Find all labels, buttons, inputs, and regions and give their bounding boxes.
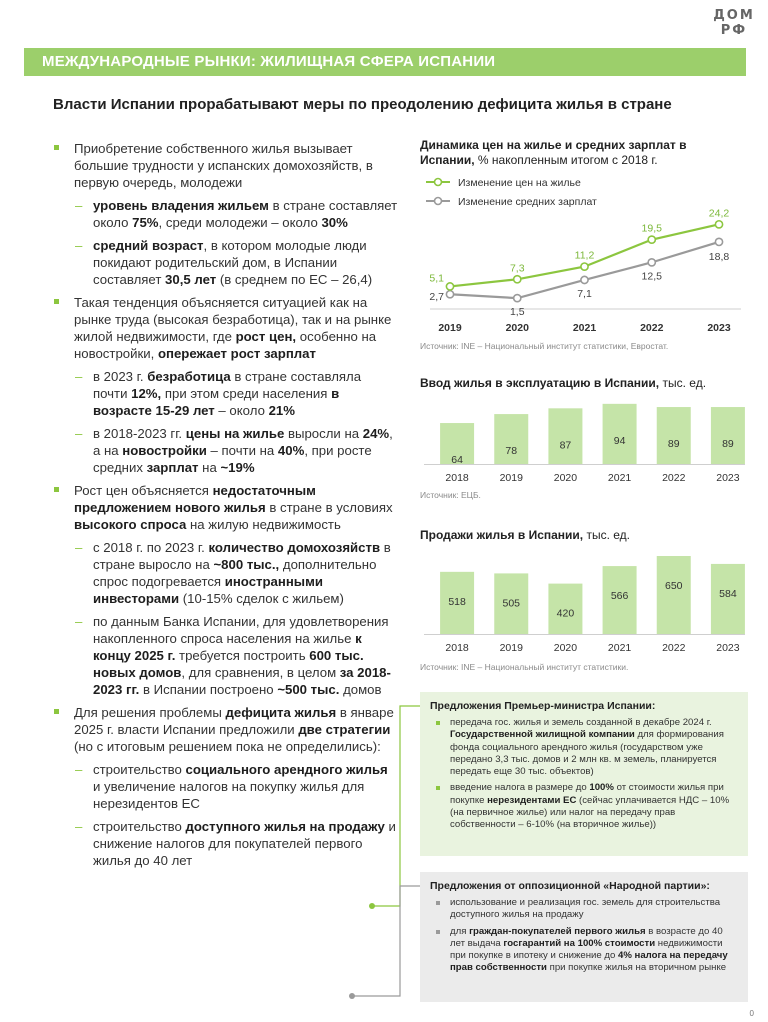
opposition-proposal-1: использование и реализация гос. земель для строительства доступного жилья на продажу (430, 897, 738, 922)
x-tick-label: 2023 (716, 472, 740, 484)
completions-chart-title: Ввод жилья в эксплуатацию в Испании, тыс. ед. (420, 376, 707, 390)
sales-chart-source: Источник: INE – Национальный институт статистики. (420, 662, 629, 672)
bar-value-label: 566 (610, 590, 629, 603)
bullet-2-sub-2: – в 2018-2023 гг. цены на жилье выросли на 24%, а на новостройки – почти на 40%, при росте средних зарплат на ~19% (53, 425, 398, 476)
wage-data-label: 1,5 (509, 306, 525, 319)
opposition-proposals-box (420, 872, 748, 1002)
bullet-1-sub-2: – средний возраст, в котором молодые люди покидают родительский дом, в Испании составляет 30,5 лет (в среднем по ЕС – 26,4) (53, 237, 398, 288)
bar (711, 407, 745, 464)
header-banner (24, 48, 746, 76)
bullet-4: Для решения проблемы дефицита жилья в январе 2025 г. власти Испании предложили две стратегии (но с итоговым решением пока не определились): (53, 704, 398, 755)
x-tick-label: 2022 (640, 322, 664, 334)
sales-chart-title: Продажи жилья в Испании, тыс. ед. (420, 528, 630, 542)
pm-proposals-box (420, 692, 748, 856)
bullet-4-sub-2: – строительство доступного жилья на продажу и снижение налогов для покупателей первого жилья до 40 лет (53, 818, 398, 869)
bar-value-label: 94 (613, 434, 626, 447)
data-point (648, 236, 655, 243)
left-column (53, 140, 398, 875)
x-tick-label: 2023 (716, 642, 740, 654)
bullet-2: Такая тенденция объясняется ситуацией как на рынке труда (высокая безработица), так и на рынке жилой недвижимости, где рост цен, особенно на новостройки, опережает рост зарплат (53, 294, 398, 362)
x-tick-label: 2020 (553, 642, 578, 654)
bar (657, 556, 691, 634)
completions-bar-chart (416, 396, 751, 488)
bullet-3-sub-2: – по данным Банка Испании, для удовлетворения накопленного спроса населения на жилье к концу 2025 г. требуется построить 600 тыс. новых домов, для сравнения, в целом за 2018-2023 гг. в Испании построено ~500 тыс. домов (53, 613, 398, 698)
price-data-label: 5,1 (429, 272, 444, 285)
x-tick-label: 2018 (445, 642, 469, 654)
bullet-2-sub-1: – в 2023 г. безработица в стране составляла почти 12%, при этом среди населения в возрасте 15-29 лет – около 21% (53, 368, 398, 419)
bar-value-label: 650 (664, 580, 683, 592)
pm-proposals-title: Предложения Премьер-министра Испании: (430, 700, 656, 712)
pm-proposal-1: передача гос. жилья и земель созданной в декабре 2024 г. Государственной жилищной компании для формирования фонда социального арендного жилья (государством уже передано 3,3 тыс. домов и 2 млн кв. м земель, планируется передать еще 30 тыс. объектов) (430, 717, 738, 778)
data-point (514, 295, 521, 302)
price-data-label: 7,3 (509, 262, 525, 275)
wage-data-label: 18,8 (708, 250, 730, 263)
legend-label-1: Изменение средних зарплат (458, 196, 597, 208)
price-data-label: 19,5 (641, 222, 662, 235)
banner-title: МЕЖДУНАРОДНЫЕ РЫНКИ: ЖИЛИЩНАЯ СФЕРА ИСПАНИИ (42, 53, 496, 70)
legend-label-0: Изменение цен на жилье (458, 177, 581, 189)
page-number: 0 (749, 1009, 754, 1018)
domrf-logo (710, 8, 758, 42)
line-chart (416, 168, 751, 338)
data-point (581, 263, 588, 270)
x-tick-label: 2021 (607, 472, 632, 484)
x-tick-label: 2021 (572, 322, 597, 334)
wage-data-label: 7,1 (577, 287, 592, 300)
data-point (514, 276, 521, 283)
bar-value-label: 78 (505, 445, 518, 458)
legend-marker-0 (435, 179, 442, 186)
x-tick-label: 2018 (445, 472, 469, 484)
bullet-1: Приобретение собственного жилья вызывает большие трудности у испанских домохозяйств, в первую очередь, молодежи (53, 140, 398, 191)
bar (657, 407, 691, 464)
data-point (446, 283, 453, 290)
bar-value-label: 89 (722, 438, 734, 451)
bar-value-label: 505 (502, 597, 521, 610)
connector-gray-dot (349, 993, 355, 999)
x-tick-label: 2019 (499, 472, 523, 484)
logo-line-2: РФ (720, 23, 748, 38)
bullet-4-sub-1: – строительство социального арендного жилья и увеличение налогов на покупку жилья для нерезидентов ЕС (53, 761, 398, 812)
bar-value-label: 64 (451, 454, 463, 467)
x-tick-label: 2021 (607, 642, 632, 654)
page-subtitle: Власти Испании прорабатывают меры по преодолению дефицита жилья в стране (53, 96, 672, 113)
line-chart-title: Динамика цен на жилье и средних зарплат в Испании, % накопленным итогом с 2018 г. (420, 138, 687, 167)
x-tick-label: 2019 (499, 642, 523, 654)
data-point (581, 276, 588, 283)
data-point (648, 259, 655, 266)
data-point (715, 238, 722, 245)
x-tick-label: 2020 (505, 322, 529, 334)
opposition-proposals-title: Предложения от оппозиционной «Народной партии»: (430, 880, 710, 892)
bullet-3-sub-1: – с 2018 г. по 2023 г. количество домохозяйств в стране выросло на ~800 тыс., дополнительно спрос подогревается иностранными инвесторами (10-15% сделок с жильем) (53, 539, 398, 607)
legend-marker-1 (435, 198, 442, 205)
logo-line-1: ДОМ (713, 8, 755, 23)
bar (548, 408, 582, 464)
price-data-label: 11,2 (574, 249, 595, 262)
wage-data-label: 2,7 (429, 291, 444, 304)
opposition-proposal-2: для граждан-покупателей первого жилья в возрасте до 40 лет выдача госгарантий на 100% стоимости недвижимости при покупке в ипотеку и снижение до 4% налога на передачу прав собственности при покупке жилья на вторичном рынке (430, 926, 738, 975)
bar-value-label: 518 (448, 595, 466, 608)
x-tick-label: 2020 (553, 472, 578, 484)
bullet-3: Рост цен объясняется недостаточным предложением нового жилья в стране в условиях высокого спроса на жилую недвижимость (53, 482, 398, 533)
data-point (715, 221, 722, 228)
bar-value-label: 420 (556, 607, 575, 620)
bar-value-label: 584 (719, 587, 737, 600)
pm-proposal-2: введение налога в размере до 100% от стоимости жилья при покупке нерезидентами ЕС (сейчас уплачивается НДС – 10% (на первичное жилье) или налог на передачу прав собственности – 6-10% (на вторичное жилье)) (430, 782, 738, 831)
data-point (446, 291, 453, 298)
price-data-label: 24,2 (708, 207, 730, 220)
wage-data-label: 12,5 (641, 270, 662, 283)
sales-bar-chart (416, 546, 751, 658)
x-tick-label: 2019 (438, 322, 462, 334)
line-chart-source: Источник: INE – Национальный институт статистики, Евростат. (420, 341, 669, 351)
bar-value-label: 87 (559, 439, 572, 452)
x-tick-label: 2022 (662, 642, 686, 654)
x-tick-label: 2023 (707, 322, 731, 334)
x-tick-label: 2022 (662, 472, 686, 484)
bar-value-label: 89 (667, 438, 680, 451)
bullet-1-sub-1: – уровень владения жильем в стране составляет около 75%, среди молодежи – около 30% (53, 197, 398, 231)
connector-gray (352, 886, 420, 996)
connector-green-dot (369, 903, 375, 909)
completions-chart-source: Источник: ЕЦБ. (420, 490, 481, 500)
